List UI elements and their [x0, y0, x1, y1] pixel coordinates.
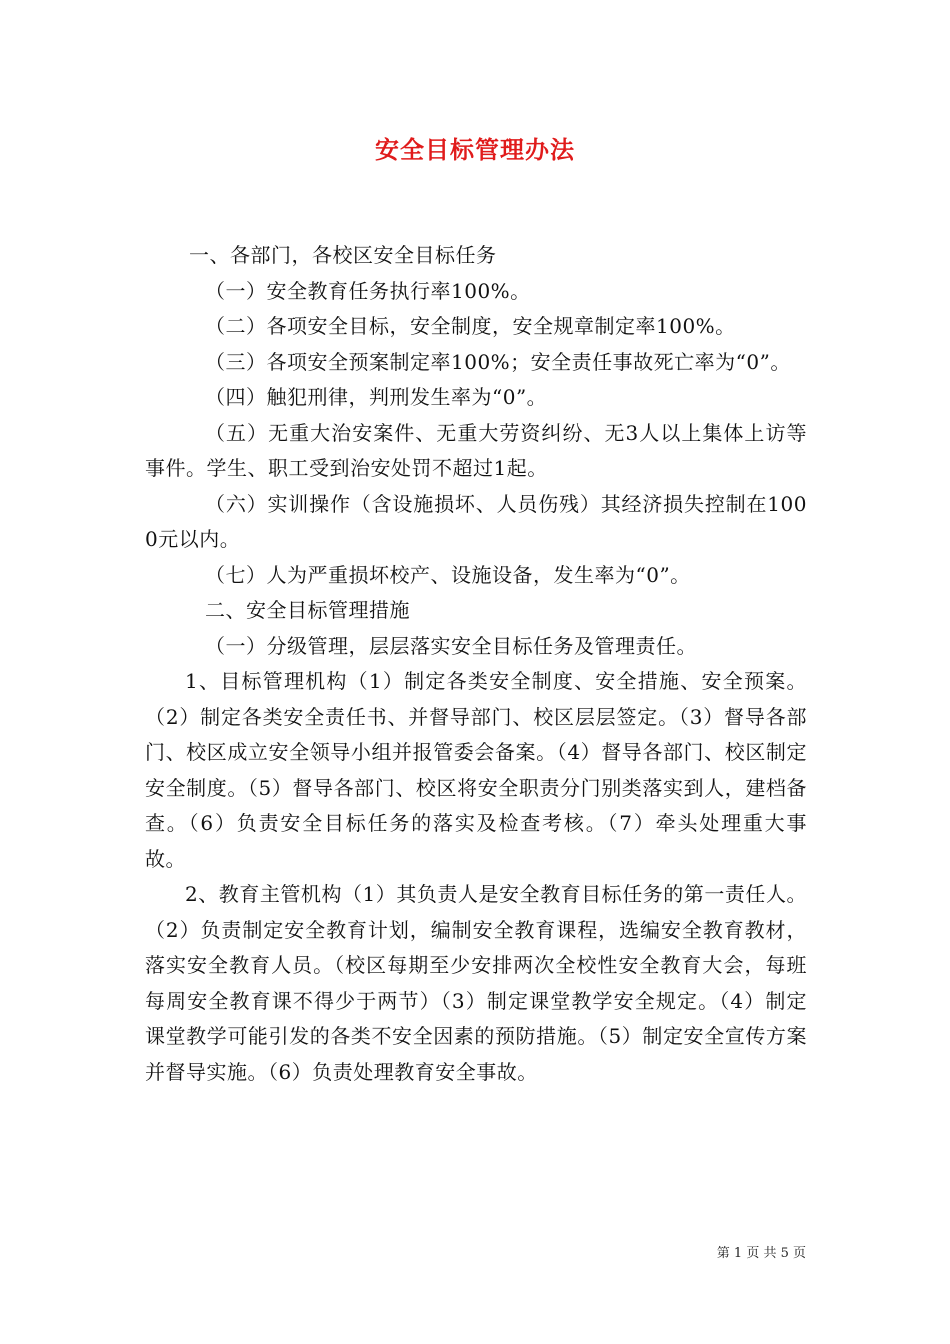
- section-heading: 二、安全目标管理措施: [205, 598, 410, 622]
- document-title: 安全目标管理办法: [375, 135, 575, 164]
- paragraph: 2、教育主管机构（1）其负责人是安全教育目标任务的第一责任人。（2）负责制定安全教育计划，编制安全教育课程，选编安全教育教材，落实安全教育人员。（校区每期至少安排两次全校性安全教育大会，每班每周安全教育课不得少于两节）（3）制定课堂教学安全规定。（4）制定课堂教学可能引发的各类不安全因素的预防措施。（5）制定安全宣传方案并督导实施。（6）负责处理教育安全事故。: [145, 882, 807, 1084]
- paragraph: （四）触犯刑律，判刑发生率为“0”。: [205, 385, 548, 409]
- paragraph: 1、目标管理机构（1）制定各类安全制度、安全措施、安全预案。（2）制定各类安全责任书、并督导部门、校区层层签定。（3）督导各部门、校区成立安全领导小组并报管委会备案。（4）督导各部门、校区制定安全制度。（5）督导各部门、校区将安全职责分门别类落实到人，建档备查。（6）负责安全目标任务的落实及检查考核。（7）牵头处理重大事故。: [145, 669, 807, 871]
- paragraph: （三）各项安全预案制定率100%；安全责任事故死亡率为“0”。: [205, 349, 791, 374]
- paragraph: （六）实训操作（含设施损坏、人员伤残）其经济损失控制在1000元以内。: [145, 491, 807, 551]
- page-number: 第 1 页 共 5 页: [716, 1246, 806, 1261]
- section-heading: 一、各部门，各校区安全目标任务: [189, 243, 497, 267]
- paragraph: （二）各项安全目标，安全制度，安全规章制定率100%。: [205, 314, 736, 338]
- paragraph: （七）人为严重损坏校产、设施设备，发生率为“0”。: [205, 562, 691, 587]
- paragraph: （五）无重大治安案件、无重大劳资纠纷、无3人以上集体上访等事件。学生、职工受到治安处罚不超过1起。: [145, 420, 807, 480]
- document-body: [145, 238, 807, 1090]
- paragraph: （一）安全教育任务执行率100%。: [205, 278, 531, 303]
- paragraph: （一）分级管理，层层落实安全目标任务及管理责任。: [205, 633, 697, 658]
